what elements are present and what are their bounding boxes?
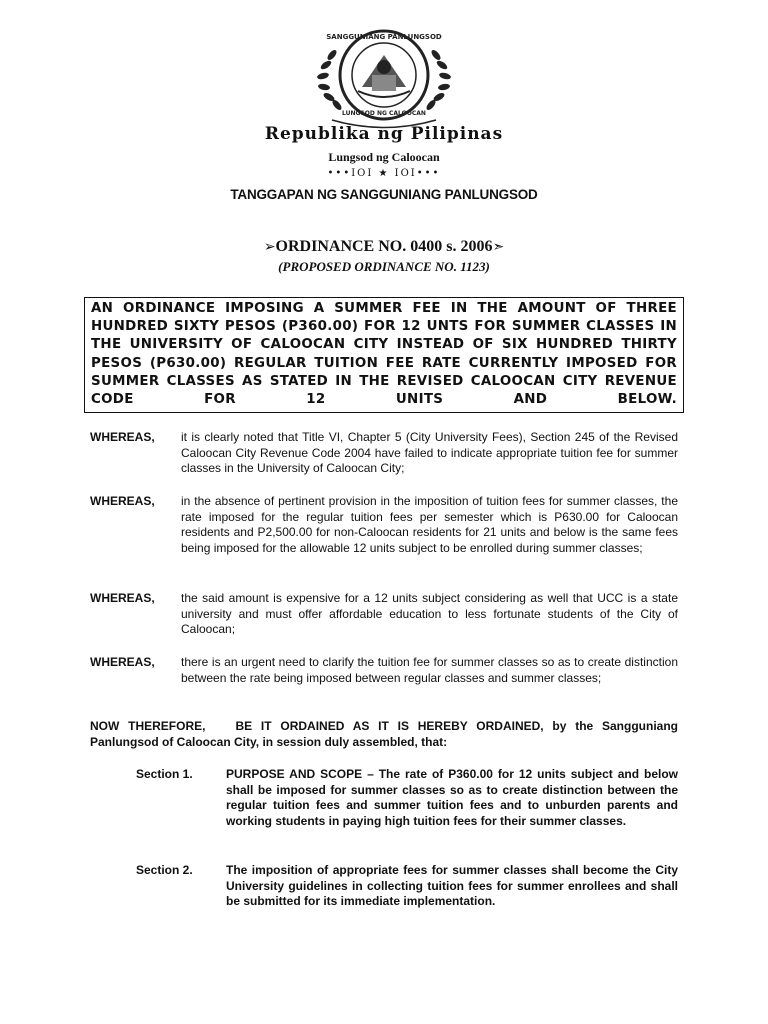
whereas-text: it is clearly noted that Title VI, Chapter 5 (City University Fees), Section 245 of the Revised Caloocan City Revenue Code 2004 have failed to indicate appropriate tuition fee for summer classes in the University of Caloocan City; [181, 430, 678, 475]
section-2 [136, 863, 678, 910]
section-label: Section 2. [136, 863, 193, 877]
whereas-label: WHEREAS, [90, 591, 155, 605]
whereas-clause [90, 655, 678, 686]
whereas-text: there is an urgent need to clarify the tuition fee for summer classes so as to create distinction between the rate being imposed between regular classes and summer classes; [181, 655, 678, 685]
whereas-label: WHEREAS, [90, 430, 155, 444]
section-1 [136, 767, 678, 829]
section-label: Section 1. [136, 767, 193, 781]
whereas-clause [90, 494, 678, 556]
section-text [226, 863, 678, 910]
city-name: Lungsod ng Caloocan [328, 150, 440, 164]
whereas-text: in the absence of pertinent provision in the imposition of tuition fees for summer classes, the rate imposed for the regular tuition fees per semester which is P630.00 for Caloocan residents and P2,500.00 for non-Caloocan residents for 21 units and below is the same fees being imposed for the allowable 12 units subject to be enrolled during summer classes; [181, 494, 678, 555]
section-heading: PURPOSE AND SCOPE [226, 767, 363, 781]
republic-header: Republika ng Pilipinas [264, 124, 504, 144]
arrow-left-icon: ➢ [263, 239, 276, 255]
section-body: The imposition of appropriate fees for summer classes shall become the City University guidelines in collecting tuition fees for summer enrollees and shall be submitted for its immediate implementation. [226, 863, 678, 908]
sangguniang-seal-logo [292, 25, 476, 135]
now-therefore-text: BE IT ORDAINED AS IT IS HEREBY ORDAINED, by the Sangguniang Panlungsod of Caloocan City, in session duly assembled, that: [90, 719, 679, 749]
ordinance-number-text: ORDINANCE NO. 0400 s. 2006 [275, 238, 493, 255]
whereas-label: WHEREAS, [90, 655, 155, 669]
ordinance-title-box [84, 297, 684, 413]
now-therefore-clause [90, 719, 678, 750]
header-ornament: •••IOI ★ IOI••• [327, 168, 441, 179]
ordinance-title: AN ORDINANCE IMPOSING A SUMMER FEE IN THE AMOUNT OF THREE HUNDRED SIXTY PESOS (P360.00) FOR 12 UNTS FOR SUMMER CLASSES IN THE UNIVERSITY OF CALOOCAN CITY INSTEAD OF SIX HUNDRED THIRTY PESOS (P630.00) REGULAR TUITION FEE RATE CURRENTLY IMPOSED FOR SUMMER CLASSES AS STATED IN THE REVISED CALOOCAN CITY REVENUE CODE FOR 12 UNITS AND BELOW. [91, 301, 677, 408]
proposed-ordinance: (PROPOSED ORDINANCE NO. 1123) [278, 259, 490, 274]
whereas-text: the said amount is expensive for a 12 units subject considering as well that UCC is a state university and must offer affordable education to less fortunate students of the City of Caloocan; [181, 591, 678, 636]
whereas-clause [90, 430, 678, 477]
section-body: – The rate of P360.00 for 12 units subject and below shall be imposed for summer classes so as to create distinction between the regular tuition fees and summer tuition fees and to unburden parents and working students in paying high tuition fees for their summer classes. [226, 767, 678, 828]
whereas-clause [90, 591, 678, 638]
now-therefore-lead: NOW THEREFORE, [90, 719, 206, 733]
svg-text:SANGGUNIANG PANLUNGSOD: SANGGUNIANG PANLUNGSOD [326, 33, 442, 41]
svg-text:LUNGSOD NG CALOOCAN: LUNGSOD NG CALOOCAN [342, 110, 426, 117]
whereas-label: WHEREAS, [90, 494, 155, 508]
office-name: TANGGAPAN NG SANGGUNIANG PANLUNGSOD [230, 187, 538, 202]
arrow-right-icon: ➣ [492, 239, 505, 255]
ordinance-number [0, 238, 768, 256]
section-text [226, 767, 678, 829]
